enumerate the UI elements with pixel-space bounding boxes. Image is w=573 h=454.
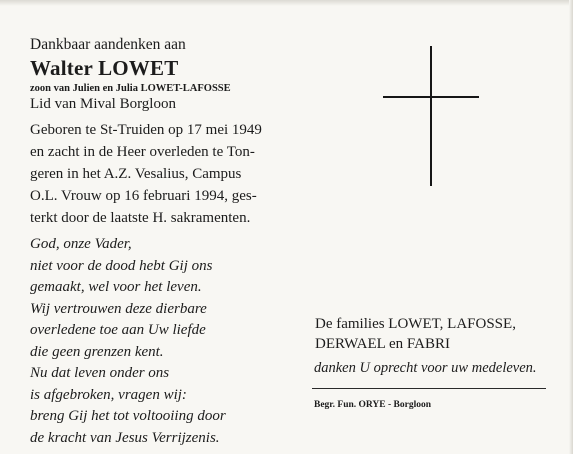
bio-line: en zacht in de Heer overleden te Ton- xyxy=(30,144,255,160)
card-right-edge xyxy=(569,0,573,454)
prayer-text xyxy=(30,234,226,449)
prayer-line: gemaakt, wel voor het leven. xyxy=(30,279,202,295)
bio-line: Geboren te St-Truiden op 17 mei 1949 xyxy=(30,122,262,138)
parents-line: zoon van Julien en Julia LOWET-LAFOSSE xyxy=(30,83,231,94)
prayer-line: de kracht van Jesus Verrijzenis. xyxy=(30,429,220,446)
bio-line: O.L. Vrouw op 16 februari 1994, ges- xyxy=(30,188,257,204)
thanks-line: danken U oprecht voor uw medeleven. xyxy=(314,360,537,376)
prayer-line: die geen grenzen kent. xyxy=(30,343,164,360)
prayer-line: Nu dat leven onder ons xyxy=(30,365,170,381)
cross-icon-vertical xyxy=(430,46,432,186)
undertaker-line: Begr. Fun. ORYE - Borgloon xyxy=(314,400,432,410)
biography-paragraph xyxy=(30,119,262,229)
dedication-line: Dankbaar aandenken aan xyxy=(30,36,186,53)
prayer-line: is afgebroken, vragen wij: xyxy=(30,386,187,403)
prayer-line: breng Gij het tot voltooiing door xyxy=(30,408,226,424)
families-line: DERWAEL en FABRI xyxy=(315,336,450,352)
families-line: De families LOWET, LAFOSSE, xyxy=(315,316,516,332)
card-top-edge xyxy=(0,0,573,6)
cross-icon-horizontal xyxy=(383,96,479,98)
membership-line: Lid van Mival Borgloon xyxy=(30,96,176,112)
bio-line: terkt door de laatste H. sakramenten. xyxy=(30,210,251,226)
divider-line xyxy=(312,388,546,389)
prayer-line: niet voor de dood hebt Gij ons xyxy=(30,257,213,274)
families-block xyxy=(315,314,516,354)
prayer-line: overledene toe aan Uw liefde xyxy=(30,322,206,338)
bio-line: geren in het A.Z. Vesalius, Campus xyxy=(30,166,242,182)
prayer-line: God, onze Vader, xyxy=(30,236,132,252)
prayer-line: Wij vertrouwen deze dierbare xyxy=(30,300,207,317)
deceased-name: Walter LOWET xyxy=(30,56,179,80)
